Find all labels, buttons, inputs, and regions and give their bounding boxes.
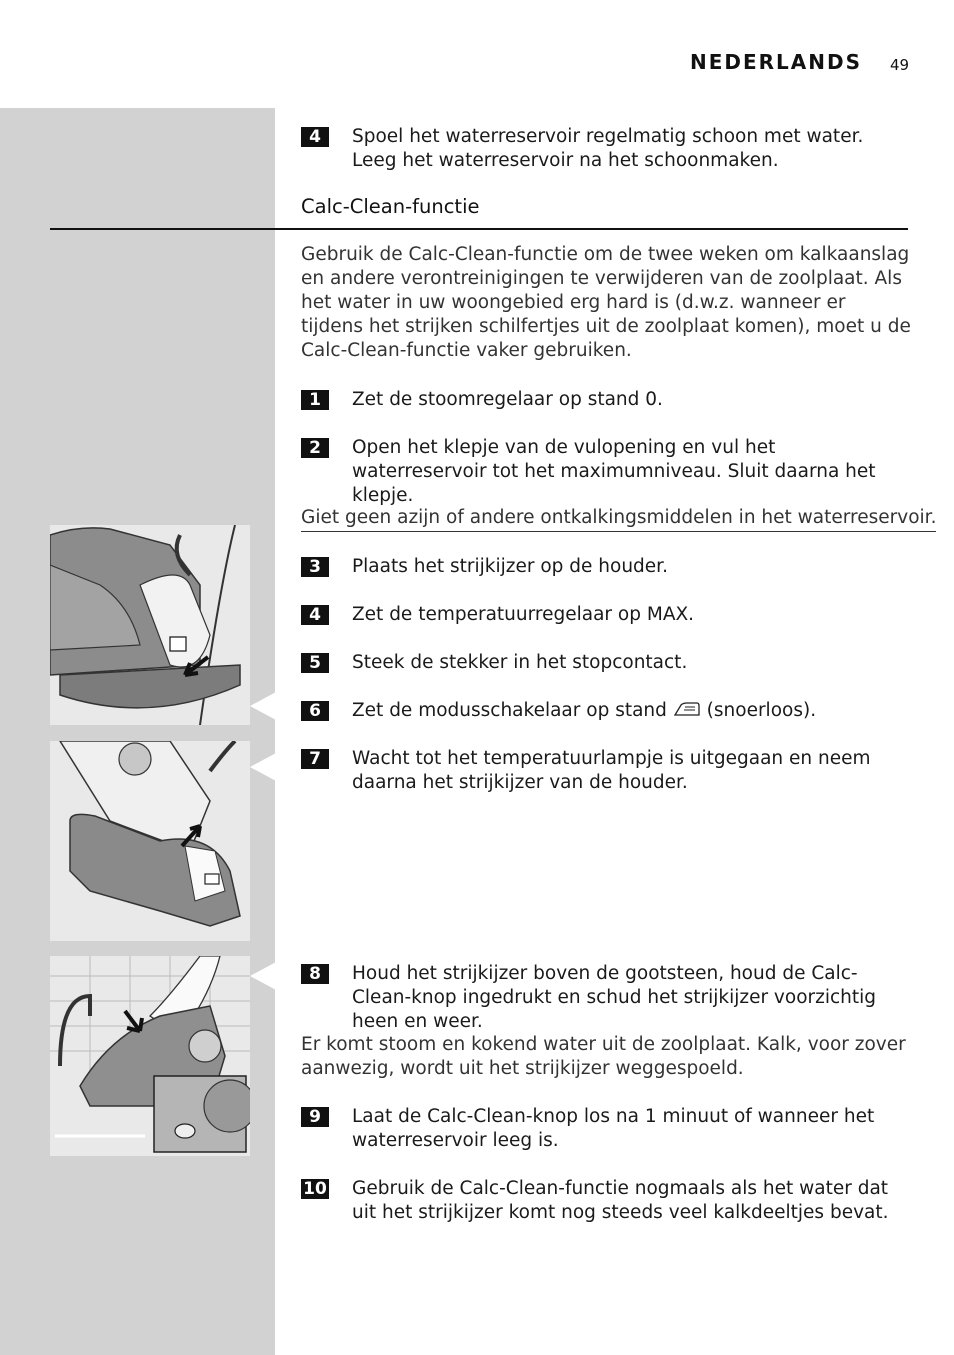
step-number: 9 [301,1107,329,1127]
pointer-notch [250,692,276,720]
pointer-notch [250,753,276,781]
section-intro: Gebruik de Calc-Clean-functie om de twee weken om kalkaanslag en andere verontreinigingen te verwijderen van de zoolplaat. Als het water in uw woongebied erg hard is (d.w.z. wanneer er tijdens het strijken schilfertjes uit de zoolplaat komen), moet u de Calc-Clean-functie vaker gebruiken. [301,244,911,361]
step-number: 6 [301,701,329,721]
step-8 [301,962,911,1034]
illustration-lift-iron [50,741,250,941]
step-text: Steek de stekker in het stopcontact. [352,652,688,673]
step-7 [301,747,911,795]
step-number: 1 [301,390,329,410]
step-text: Gebruik de Calc-Clean-functie nogmaals als het water dat uit het strijkijzer komt nog steeds veel kalkdeeltjes bevat. [352,1178,889,1223]
step8-note: Er komt stoom en kokend water uit de zoolplaat. Kalk, voor zover aanwezig, wordt uit het strijkijzer weggespoeld. [301,1034,906,1079]
step-number: 3 [301,557,329,577]
lift-iron-icon [50,741,250,941]
cordless-mode-icon [673,701,701,719]
sidebar-band [0,108,275,1355]
step-number: 5 [301,653,329,673]
step-10 [301,1177,911,1225]
calc-clean-sink-icon [50,956,250,1156]
step-6 [301,699,911,723]
step-number: 10 [301,1179,329,1199]
step-intro-4 [301,125,911,173]
step-number: 8 [301,964,329,984]
step-2 [301,436,911,508]
step-text: Plaats het strijkijzer op de houder. [352,556,668,577]
step-number: 2 [301,438,329,458]
step-number: 7 [301,749,329,769]
step-4 [301,603,911,627]
step-text: Laat de Calc-Clean-knop los na 1 minuut of wanneer het waterreservoir leeg is. [352,1106,875,1151]
illustration-mode-switch [50,525,250,725]
step-number: 4 [301,127,329,147]
step-text: Spoel het waterreservoir regelmatig schoon met water. Leeg het waterreservoir na het schoonmaken. [352,126,864,171]
step-text: Zet de temperatuurregelaar op MAX. [352,604,695,625]
step-3 [301,555,911,579]
page-number: 49 [890,56,910,74]
section-title: Calc-Clean-functie [301,195,480,218]
step-text: Open het klepje van de vulopening en vul het waterreservoir tot het maximumniveau. Sluit daarna het klepje. [352,437,876,506]
step-text: Zet de stoomregelaar op stand 0. [352,389,663,410]
step-text: Zet de modusschakelaar op stand (snoerloos). [352,700,817,721]
step-number: 4 [301,605,329,625]
section-rule [50,228,908,230]
iron-on-base-icon [50,525,250,725]
step-5 [301,651,911,675]
illustration-calc-clean [50,956,250,1156]
step-1 [301,388,911,412]
page-language: NEDERLANDS [689,50,862,74]
step-9 [301,1105,911,1153]
step-text: Wacht tot het temperatuurlampje is uitgegaan en neem daarna het strijkijzer van de houder. [352,748,871,793]
pointer-notch [250,962,276,990]
warning-note: Giet geen azijn of andere ontkalkingsmiddelen in het waterreservoir. [301,506,936,532]
step-text: Houd het strijkijzer boven de gootsteen, houd de Calc-Clean-knop ingedrukt en schud het strijkijzer voorzichtig heen en weer. [352,963,877,1032]
